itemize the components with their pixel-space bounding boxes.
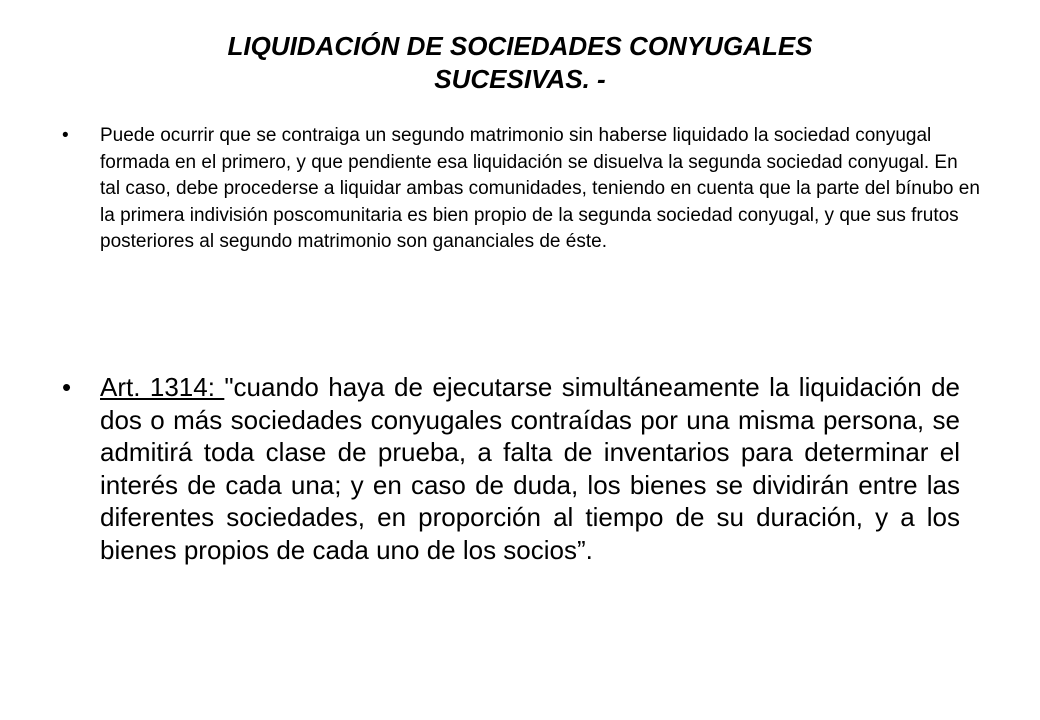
bullet-icon: • — [62, 372, 72, 402]
bullet-text-explanation: Puede ocurrir que se contraiga un segundo matrimonio sin haberse liquidado la sociedad conyugal formada en el primero, y que pendiente esa liquidación se disuelva la segunda sociedad conyugal. En tal caso, debe procederse a liquidar ambas comunidades, teniendo en cuenta que la parte del bínubo en la primera indivisión poscomunitaria es bien propio de la segunda sociedad conyugal, y que sus frutos posteriores al segundo matrimonio son gananciales de éste. — [100, 125, 980, 252]
article-quote: "cuando haya de ejecutarse simultáneamente la liquidación de dos o más sociedades conyugales contraídas por una misma persona, se admitirá toda clase de prueba, a falta de inventarios para determinar el interés de cada una; y en caso de duda, los bienes se dividirán entre las diferentes sociedades, en proporción al tiempo de su duración, y a los bienes propios de cada uno de los socios”. — [100, 372, 960, 565]
slide-title-line-2: SUCESIVAS. - — [434, 64, 606, 94]
bullet-icon: • — [62, 125, 69, 146]
article-reference: Art. 1314: — [100, 372, 225, 402]
slide-title — [120, 30, 920, 96]
bullet-item-explanation — [62, 123, 982, 256]
slide-title-line-1: LIQUIDACIÓN DE SOCIEDADES CONYUGALES — [227, 31, 813, 61]
bullet-text-article — [100, 371, 960, 566]
bullet-item-article-1314 — [62, 371, 982, 566]
